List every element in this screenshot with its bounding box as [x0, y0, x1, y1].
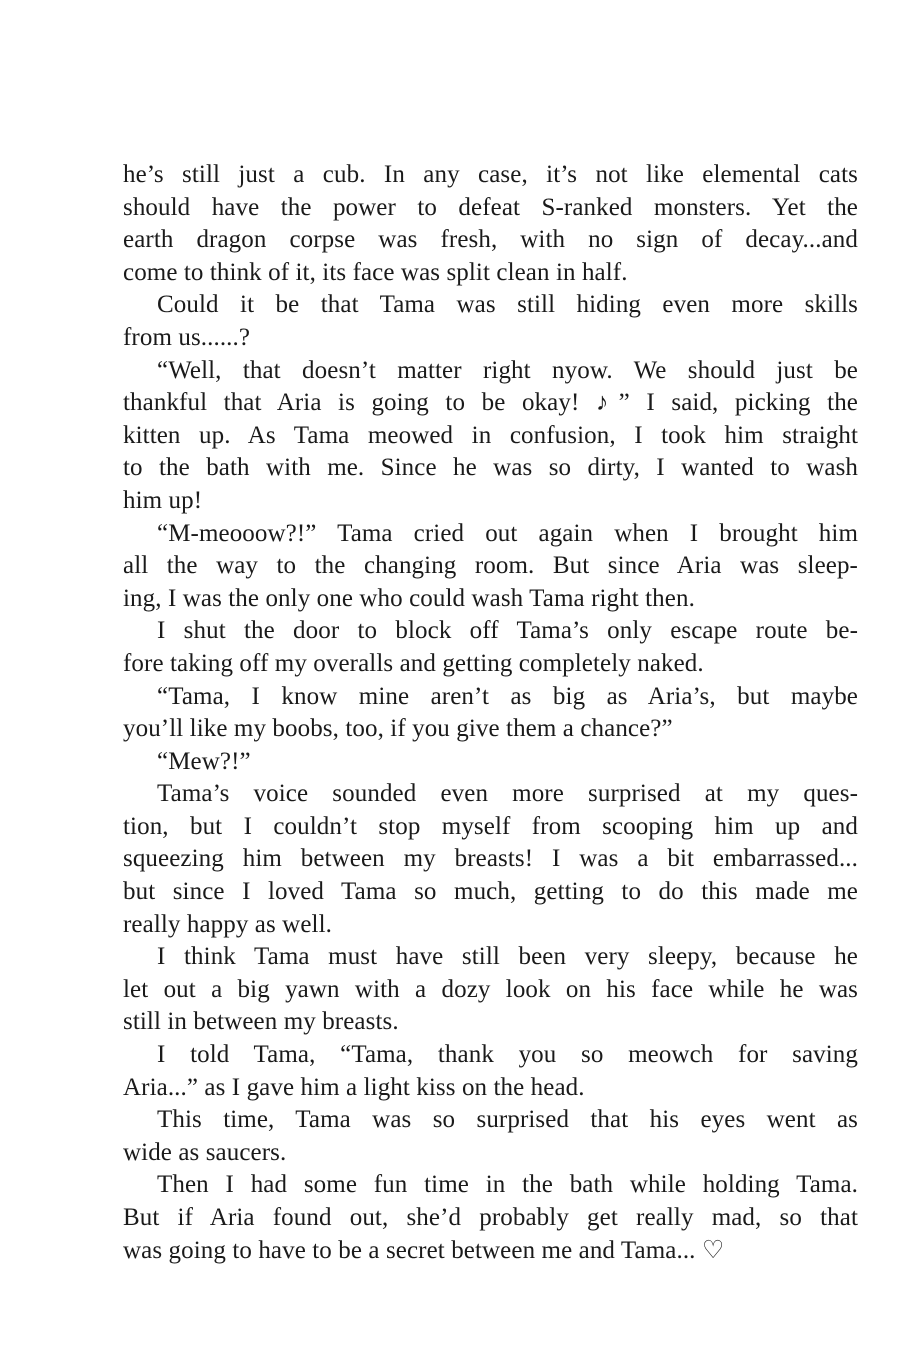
text-line: all the way to the changing room. But since Aria was sleep-: [123, 552, 858, 580]
text-line: “M-meooow?!” Tama cried out again when I brought him: [157, 519, 858, 547]
text-line: earth dragon corpse was fresh, with no sign of decay...and: [123, 226, 858, 254]
text-line: “Mew?!”: [157, 747, 251, 775]
page-text: [123, 159, 858, 1267]
paragraph: [123, 1169, 858, 1267]
text-line: to the bath with me. Since he was so dirty, I wanted to wash: [123, 454, 858, 482]
text-line: But if Aria found out, she’d probably get really mad, so that: [123, 1204, 858, 1231]
paragraph: [123, 778, 858, 941]
text-line: should have the power to defeat S-ranked monsters. Yet the: [123, 193, 858, 221]
text-line: still in between my breasts.: [123, 1008, 399, 1036]
text-line: fore taking off my overalls and getting completely naked.: [123, 649, 704, 677]
text-line: Tama’s voice sounded even more surprised at my ques-: [157, 780, 858, 808]
paragraph: [123, 941, 858, 1039]
text-line: “Well, that doesn’t matter right nyow. We should just be: [157, 356, 858, 384]
paragraph: [123, 1104, 858, 1169]
text-line: wide as saucers.: [123, 1138, 287, 1166]
text-line: This time, Tama was so surprised that his eyes went as: [157, 1106, 858, 1134]
text-line: come to think of it, its face was split clean in half.: [123, 258, 628, 286]
text-line: from us......?: [123, 323, 251, 351]
text-line: him up!: [123, 486, 203, 514]
paragraph: [123, 615, 858, 680]
text-line: you’ll like my boobs, too, if you give them a chance?”: [123, 715, 673, 743]
text-line: was going to have to be a secret between me and Tama... ♡: [123, 1236, 725, 1264]
text-line: really happy as well.: [123, 910, 332, 938]
paragraph: [123, 1039, 858, 1104]
paragraph: [123, 746, 858, 779]
text-line: Could it be that Tama was still hiding even more skills: [157, 291, 858, 319]
paragraph: [123, 159, 858, 289]
paragraph: [123, 681, 858, 746]
text-line: let out a big yawn with a dozy look on his face while he was: [123, 975, 858, 1003]
text-line: ing, I was the only one who could wash Tama right then.: [123, 584, 695, 612]
text-line: tion, but I couldn’t stop myself from scooping him up and: [123, 812, 858, 840]
text-line: Then I had some fun time in the bath while holding Tama.: [157, 1171, 858, 1199]
text-line: I think Tama must have still been very sleepy, because he: [157, 943, 858, 971]
text-line: I shut the door to block off Tama’s only escape route be-: [157, 617, 858, 645]
text-line: I told Tama, “Tama, thank you so meowch for saving: [157, 1041, 858, 1069]
text-line: Aria...” as I gave him a light kiss on the head.: [123, 1073, 585, 1101]
paragraph: [123, 355, 858, 518]
text-line: squeezing him between my breasts! I was a bit embarrassed...: [123, 845, 858, 873]
paragraph: [123, 518, 858, 616]
text-line: but since I loved Tama so much, getting to do this made me: [123, 878, 858, 906]
paragraph: [123, 289, 858, 354]
text-line: he’s still just a cub. In any case, it’s not like elemental cats: [123, 161, 858, 188]
text-line: thankful that Aria is going to be okay! ♪” I said, picking the: [123, 389, 858, 417]
text-line: “Tama, I know mine aren’t as big as Aria’s, but maybe: [157, 682, 858, 710]
text-line: kitten up. As Tama meowed in confusion, I took him straight: [123, 421, 858, 449]
